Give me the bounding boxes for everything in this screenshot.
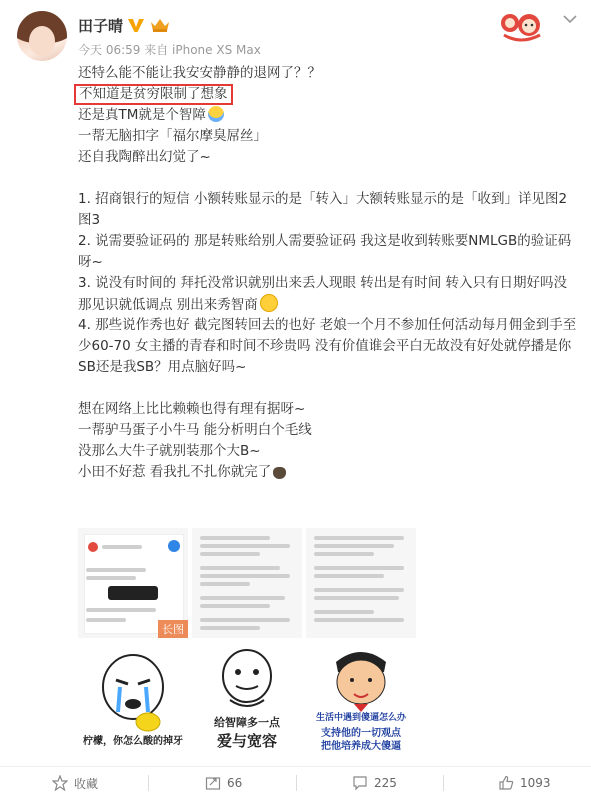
image-thumb-chat[interactable] — [78, 528, 188, 638]
post-line: 没那么大牛子就别装那个大B~ — [78, 443, 261, 459]
post-point-4: 4. 那些说作秀也好 截完图转回去的也好 老娘一个月不参加任何活动每月佣金到手至少60-70 女主播的青春和时间不珍贵吗 没有价值谁会平白无故没有好处就停播是你SB还是我SB？用点脑好吗~ — [78, 317, 577, 375]
image-thumb-meme-idiot[interactable] — [306, 642, 416, 752]
post-point-1: 1. 招商银行的短信 小额转账显示的是「转入」大额转账显示的是「收到」详见图2图3 — [78, 191, 568, 228]
repost-count: 66 — [227, 776, 243, 790]
comment-count: 225 — [374, 776, 397, 790]
post-header — [0, 0, 591, 62]
like-button[interactable] — [498, 774, 551, 792]
post-line-highlighted — [78, 84, 578, 105]
thumbs-up-icon — [498, 775, 514, 791]
verified-v-icon — [127, 17, 145, 33]
post-line: 一帮无脑扣字「福尔摩臭屌丝」 — [78, 128, 267, 144]
mascot-decoration-icon — [496, 5, 546, 45]
image-thumb-sms-2[interactable] — [306, 528, 416, 638]
favorite-label: 收藏 — [74, 776, 99, 791]
long-image-badge: 长图 — [158, 620, 188, 638]
post-line-text: 小田不好惹 看我扎不扎你就完了 — [78, 464, 272, 480]
action-bar — [0, 766, 591, 796]
meme-caption: 柠檬，你怎么酸的掉牙 — [83, 736, 183, 747]
post-meta: 今天 06:59 来自 iPhone XS Max — [78, 43, 261, 57]
post-line — [78, 105, 578, 126]
username[interactable]: 田子晴 — [78, 16, 124, 35]
post-point-2: 2. 说需要验证码的 那是转账给别人需要验证码 我这是收到转账要NMLGB的验证码呀~ — [78, 233, 572, 270]
post-point-3 — [78, 273, 578, 315]
meme-caption-line1: 生活中遇到傻逼怎么办 — [315, 713, 406, 723]
repost-button[interactable] — [205, 774, 242, 792]
chevron-down-icon[interactable] — [563, 14, 577, 24]
meme-caption-line2: 支持他的一切观点 — [321, 728, 401, 739]
post-line: 还特么能不能让我安安静静的退网了？？ — [78, 65, 321, 81]
vip-crown-icon — [149, 17, 171, 33]
meme-caption-line3: 把他培养成大傻逼 — [321, 741, 401, 752]
username-row — [78, 14, 171, 36]
repost-icon — [205, 775, 221, 791]
crying-emoji-icon — [260, 294, 278, 312]
image-thumb-meme-lemon[interactable] — [78, 642, 188, 752]
star-icon — [52, 775, 68, 791]
post-line-text: 还是真TM就是个智障 — [78, 107, 206, 123]
meme-caption-line1: 给智障多一点 — [214, 716, 280, 729]
avatar[interactable] — [17, 11, 67, 61]
meme-caption-line2: 爱与宽容 — [216, 732, 277, 750]
comment-icon — [352, 775, 368, 791]
image-thumb-meme-tolerance[interactable] — [192, 642, 302, 752]
post-line — [78, 462, 578, 483]
smirk-emoji-icon — [208, 106, 224, 122]
post-point-3-text: 3. 说没有时间的 拜托没常识就别出来丢人现眼 转出是有时间 转入只有日期好吗没那见识就低调点 别出来秀智商 — [78, 275, 568, 313]
poop-emoji-icon — [273, 467, 286, 479]
image-thumb-sms-1[interactable] — [192, 528, 302, 638]
post-line: 想在网络上比比赖赖也得有理有据呀~ — [78, 401, 306, 417]
post-line: 一帮驴马蛋子小牛马 能分析明白个毛线 — [78, 422, 312, 438]
post-line: 还自我陶醉出幻觉了~ — [78, 149, 211, 165]
comment-button[interactable] — [352, 774, 397, 792]
favorite-button[interactable] — [52, 774, 98, 792]
post-body — [78, 63, 578, 483]
like-count: 1093 — [520, 776, 551, 790]
highlight-box: 不知道是贫穷限制了想象 — [74, 84, 233, 105]
